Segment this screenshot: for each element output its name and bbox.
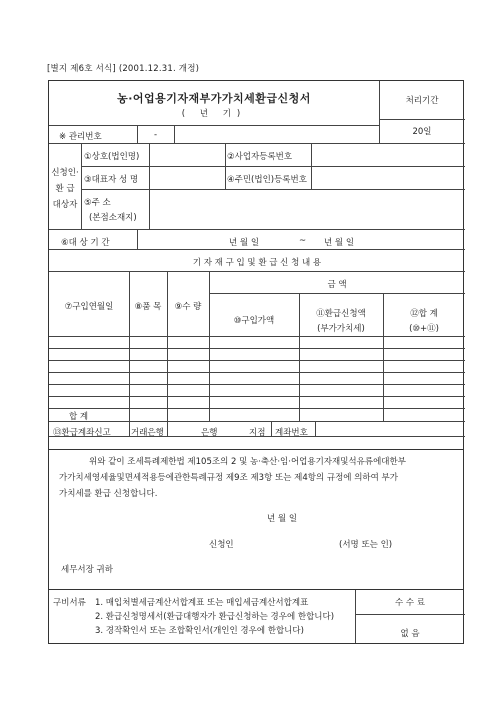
target-period-label: ⑥대 상 기 간 [61,238,110,248]
processing-period-value: 20일 [412,127,432,137]
amount-header: 금 액 [327,280,347,290]
total-header: ⑫합 계 [410,309,438,319]
business-name-label: ①상호(법인명) [84,152,140,162]
statement-date[interactable]: 년 월 일 [267,514,298,524]
form-title: 농·어업용기자재부가가치세환급신청서 [117,92,311,105]
table-row [49,396,465,397]
signature-seal[interactable]: (서명 또는 인) [339,540,393,550]
applicant-label-2: 환 급 [55,184,75,194]
purchase-price-header: ⑩구입가액 [233,316,275,326]
refund-amount-header: ⑪환급신청액 [316,309,366,319]
address-label: ⑤주 소 [84,198,111,208]
required-doc-2: 2. 환급신청명세서(환급대행자가 환급신청하는 경우에 한합니다) [95,612,335,622]
item-header: ⑧품 목 [134,302,162,312]
applicant-label-3: 대상자 [52,200,78,210]
recipient: 세무서장 귀하 [61,565,113,575]
purchase-date-header: ⑦구입연월일 [64,302,114,312]
period-end[interactable]: 년 월 일 [324,238,355,248]
total-row-label: 합 계 [69,412,89,422]
statement-line-1: 위와 같이 조세특례제한법 제105조의 2 및 농·축산·임·어업용기자재및석유류에대한부 [89,457,406,467]
fee-label: 수 수 료 [394,598,426,608]
fee-value: 없 음 [400,629,420,639]
refund-application-form [48,80,464,450]
management-number-value[interactable]: - [153,130,158,140]
head-office-label: (본점소재지) [89,213,137,223]
statement-line-2: 가가치세영세율및면세적용등에관한특례규정 제9조 제3항 또는 제4항의 규정에 의하여 부가 [59,473,398,483]
quantity-header: ⑨수 량 [174,302,202,312]
table-row [49,408,465,409]
branch-suffix: 지점 [249,428,266,438]
vat-header: (부가가치세) [317,324,365,334]
applicant-signature-label: 신청인 [209,540,234,550]
refund-account-label: ⑬환급계좌신고 [53,428,111,438]
business-reg-no-label: ②사업자등록번호 [227,152,293,162]
period-tilde: ~ [299,236,307,246]
processing-period-label: 처리기간 [405,96,439,106]
required-doc-3: 3. 경작확인서 또는 조합확인서(개인인 경우에 한합니다) [95,626,304,636]
resident-reg-no-label: ④주민(법인)등록번호 [227,175,307,185]
total-formula-header: (⑩+⑪) [409,324,439,334]
statement-area [48,450,464,589]
required-documents-box [48,589,464,644]
bank-suffix: 은행 [201,428,218,438]
required-docs-label: 구비서류 [53,598,86,608]
table-row [49,360,465,361]
account-number-label: 계좌번호 [275,428,308,438]
statement-line-3: 가치세를 환급 신청합니다. [59,489,158,499]
form-subtitle-period: ( 년 기) [181,109,247,119]
required-doc-1: 1. 매입처별세금계산서합계표 또는 매입세금계산서합계표 [95,598,309,608]
form-number-note: [별지 제6호 서식] (2001.12.31. 개정) [47,64,200,74]
applicant-label-1: 신청인· [51,168,79,178]
management-number-label: ※ 관리번호 [59,132,102,142]
bank-label: 거래은행 [131,428,164,438]
table-row [49,372,465,373]
table-row [49,348,465,349]
period-start[interactable]: 년 월 일 [229,238,260,248]
section-title: 기 자 재 구 입 및 환 급 신 청 내 용 [192,258,322,268]
representative-name-label: ③대표자 성 명 [84,175,139,185]
table-row [49,384,465,385]
